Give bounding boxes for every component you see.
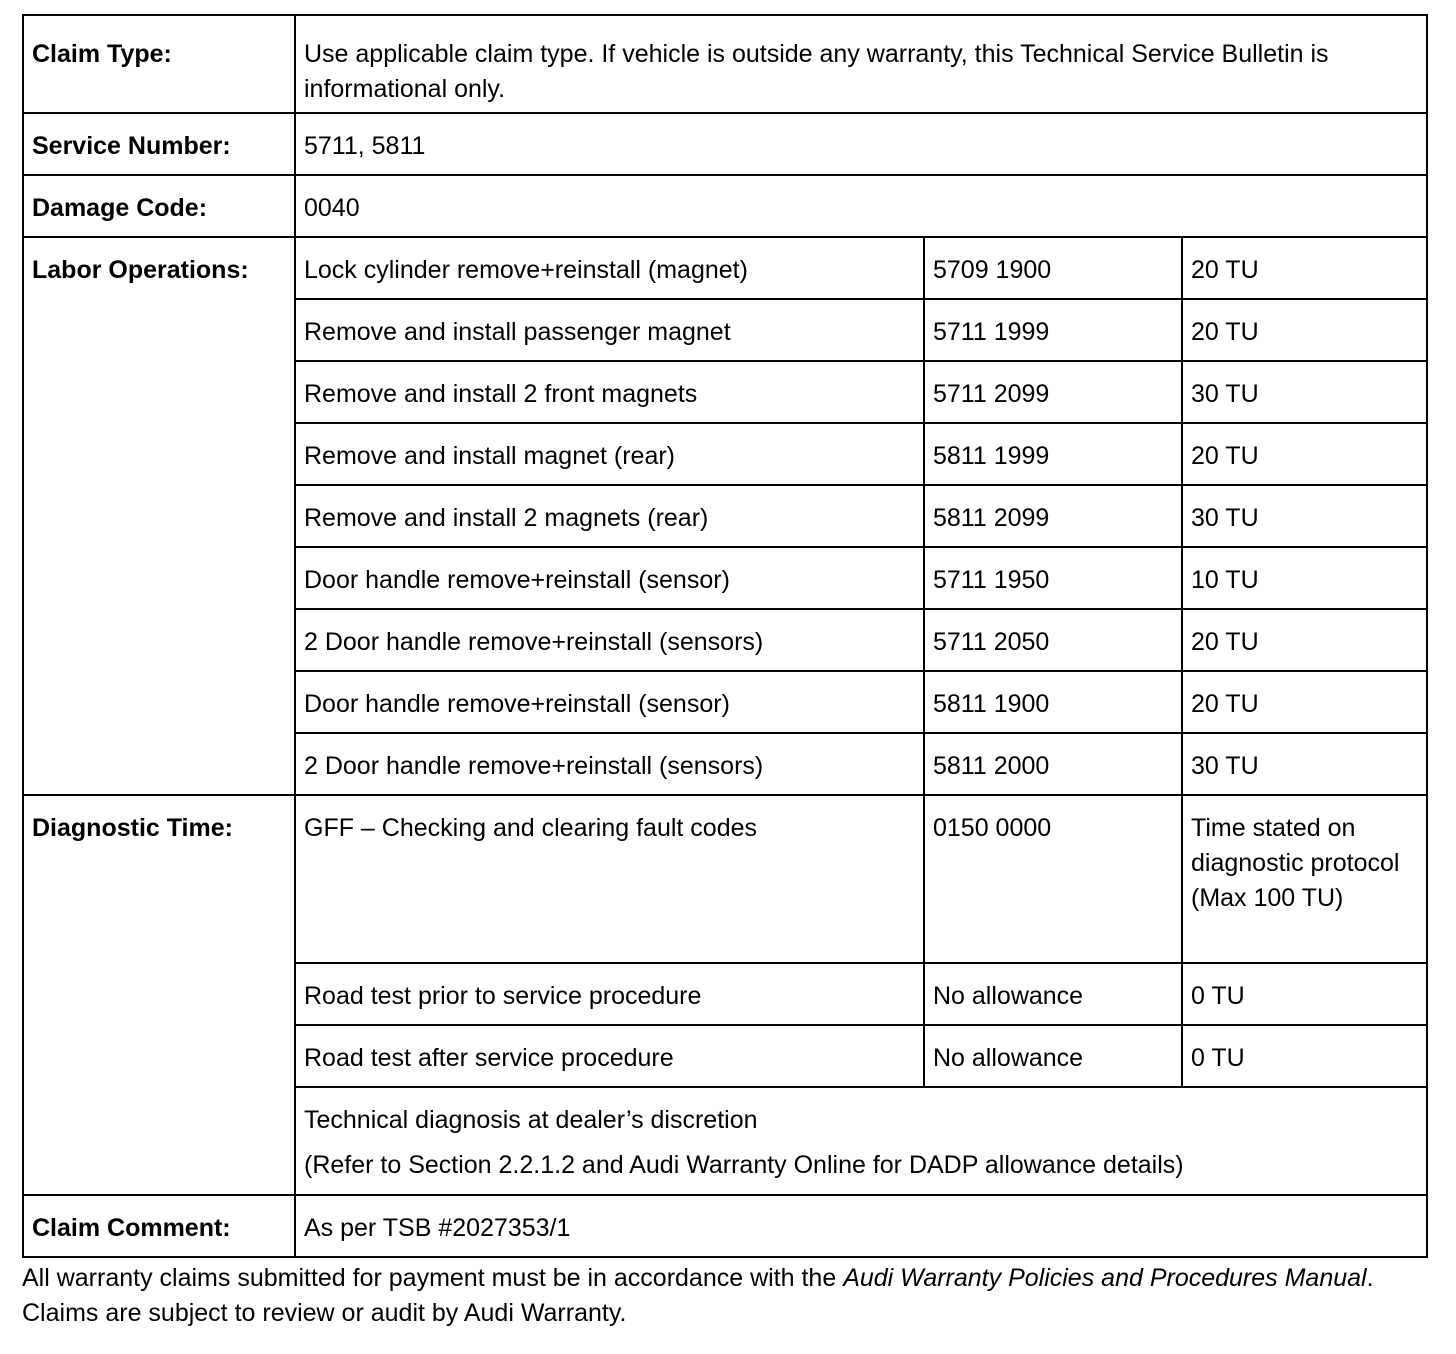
- claim-comment-row: [23, 1195, 1427, 1257]
- warranty-footer-note: [22, 1261, 1432, 1331]
- claim-comment-label: Claim Comment:: [23, 1195, 295, 1257]
- labor-operation-description: Lock cylinder remove+reinstall (magnet): [295, 237, 924, 299]
- labor-operation-time: 20 TU: [1182, 423, 1427, 485]
- labor-operation-time: 10 TU: [1182, 547, 1427, 609]
- labor-operations-label: Labor Operations:: [23, 237, 295, 795]
- diagnostic-time: 0 TU: [1182, 1025, 1427, 1087]
- damage-code-value: 0040: [295, 175, 1427, 237]
- labor-operation-description: Door handle remove+reinstall (sensor): [295, 547, 924, 609]
- damage-code-label: Damage Code:: [23, 175, 295, 237]
- diagnostic-code: No allowance: [924, 1025, 1182, 1087]
- labor-operation-code: 5811 1900: [924, 671, 1182, 733]
- footer-manual-title: Audi Warranty Policies and Procedures Manual: [843, 1264, 1367, 1292]
- service-number-label: Service Number:: [23, 113, 295, 175]
- labor-operation-code: 5711 2050: [924, 609, 1182, 671]
- labor-operation-description: Door handle remove+reinstall (sensor): [295, 671, 924, 733]
- labor-operation-time: 30 TU: [1182, 485, 1427, 547]
- labor-operation-time: 20 TU: [1182, 299, 1427, 361]
- labor-operation-code: 5811 2000: [924, 733, 1182, 795]
- labor-operation-description: Remove and install 2 magnets (rear): [295, 485, 924, 547]
- claim-type-row: [23, 15, 1427, 113]
- diagnostic-description: GFF – Checking and clearing fault codes: [295, 795, 924, 963]
- labor-operation-time: 30 TU: [1182, 361, 1427, 423]
- labor-operation-time: 30 TU: [1182, 733, 1427, 795]
- diagnostic-row: [23, 795, 1427, 963]
- diagnostic-note: [295, 1087, 1427, 1195]
- service-number-value: 5711, 5811: [295, 113, 1427, 175]
- labor-operation-description: 2 Door handle remove+reinstall (sensors): [295, 733, 924, 795]
- labor-operation-time: 20 TU: [1182, 237, 1427, 299]
- labor-operation-code: 5711 2099: [924, 361, 1182, 423]
- diagnostic-code: 0150 0000: [924, 795, 1182, 963]
- diagnostic-note-line2: (Refer to Section 2.2.1.2 and Audi Warranty Online for DADP allowance details): [304, 1151, 1184, 1179]
- warranty-claim-table: [22, 14, 1428, 1258]
- labor-operation-code: 5811 2099: [924, 485, 1182, 547]
- labor-operation-description: Remove and install passenger magnet: [295, 299, 924, 361]
- diagnostic-time: 0 TU: [1182, 963, 1427, 1025]
- labor-operation-time: 20 TU: [1182, 671, 1427, 733]
- footer-text-after: . Claims are subject to review or audit by Audi Warranty.: [22, 1264, 1374, 1327]
- footer-text-before: All warranty claims submitted for payment must be in accordance with the: [22, 1264, 844, 1292]
- labor-operation-row: [23, 237, 1427, 299]
- diagnostic-description: Road test prior to service procedure: [295, 963, 924, 1025]
- labor-operation-description: Remove and install magnet (rear): [295, 423, 924, 485]
- diagnostic-note-line1: Technical diagnosis at dealer’s discretion: [304, 1106, 758, 1134]
- diagnostic-time-label: Diagnostic Time:: [23, 795, 295, 1195]
- diagnostic-description: Road test after service procedure: [295, 1025, 924, 1087]
- labor-operation-time: 20 TU: [1182, 609, 1427, 671]
- diagnostic-code: No allowance: [924, 963, 1182, 1025]
- labor-operation-description: 2 Door handle remove+reinstall (sensors): [295, 609, 924, 671]
- labor-operation-code: 5711 1999: [924, 299, 1182, 361]
- diagnostic-time: Time stated on diagnostic protocol (Max 100 TU): [1182, 795, 1427, 963]
- labor-operation-description: Remove and install 2 front magnets: [295, 361, 924, 423]
- labor-operation-code: 5811 1999: [924, 423, 1182, 485]
- service-number-row: [23, 113, 1427, 175]
- claim-type-value: Use applicable claim type. If vehicle is outside any warranty, this Technical Service Bulletin is informational only.: [295, 15, 1427, 113]
- labor-operation-code: 5709 1900: [924, 237, 1182, 299]
- claim-comment-value: As per TSB #2027353/1: [295, 1195, 1427, 1257]
- damage-code-row: [23, 175, 1427, 237]
- claim-type-label: Claim Type:: [23, 15, 295, 113]
- labor-operation-code: 5711 1950: [924, 547, 1182, 609]
